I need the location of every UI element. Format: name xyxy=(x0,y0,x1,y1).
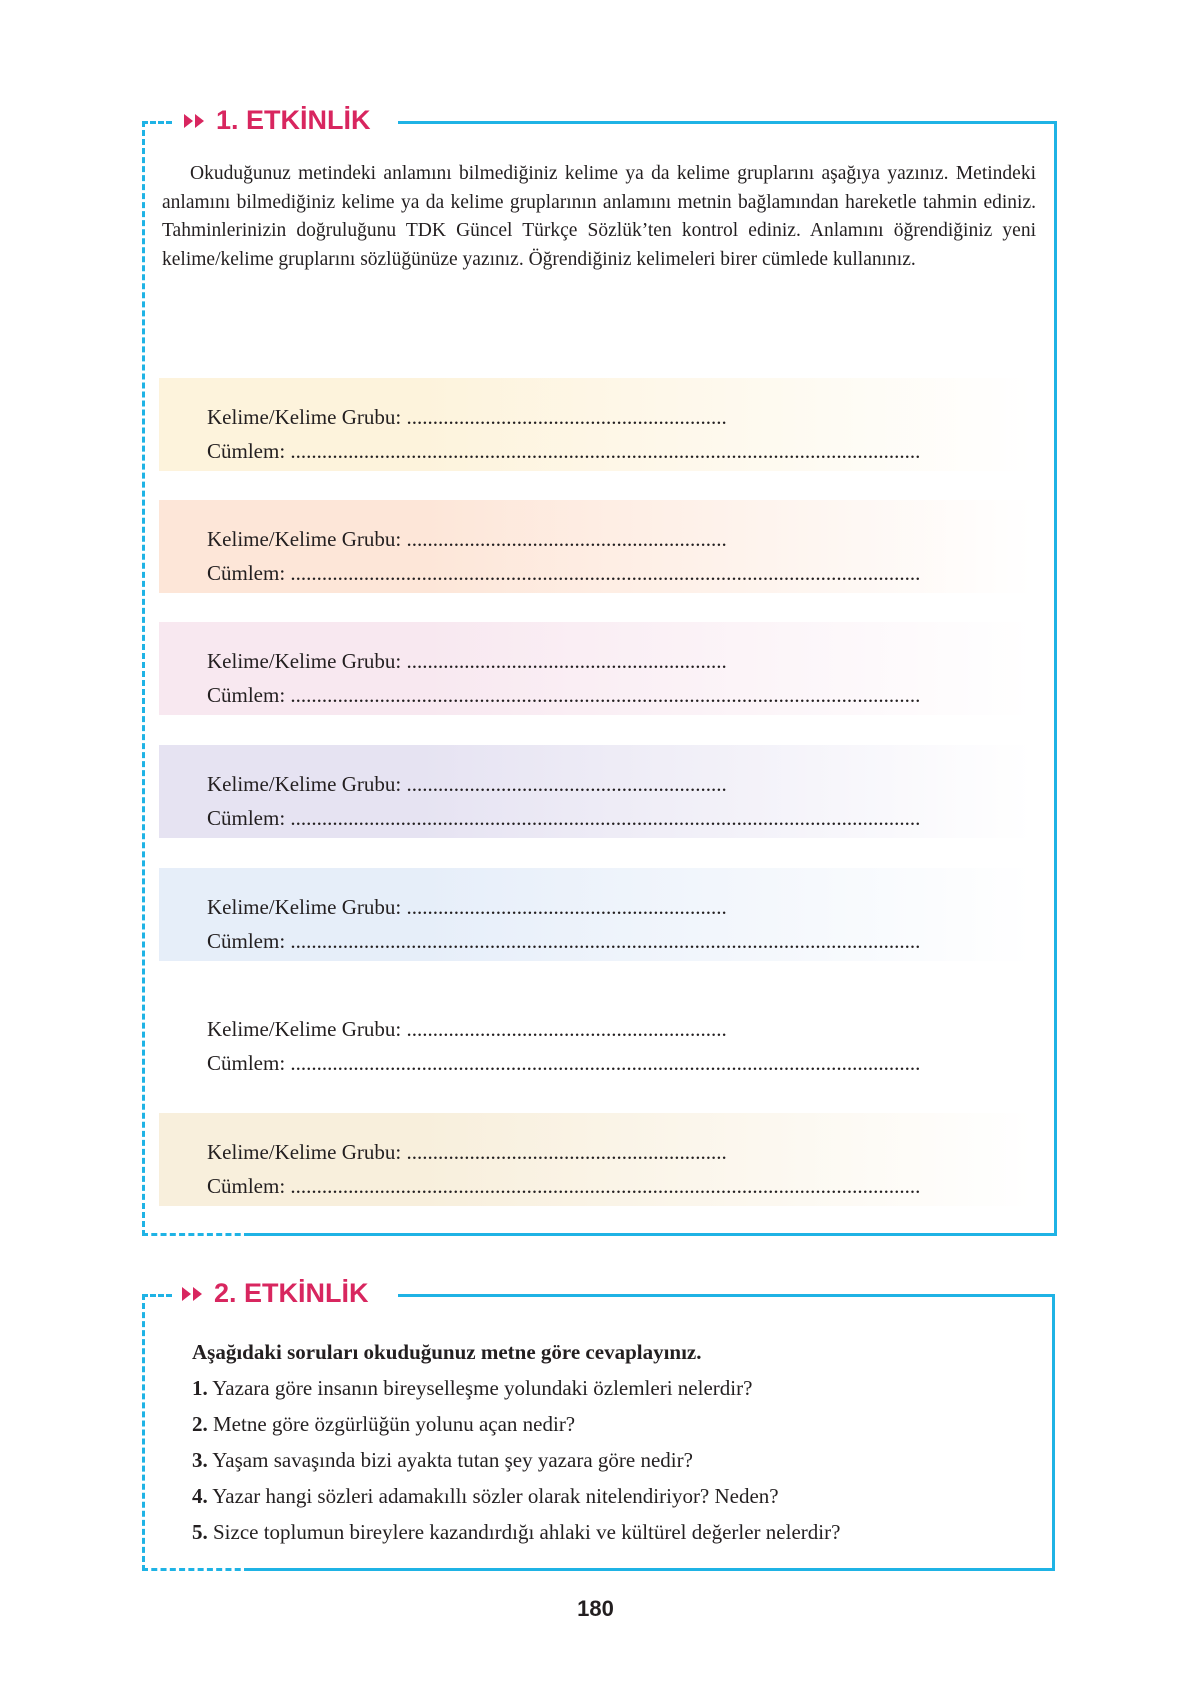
sentence-line[interactable]: Cümlem: ........................................................................................................................ xyxy=(207,1174,921,1198)
question-item xyxy=(192,1442,840,1478)
sentence-line[interactable]: Cümlem: ........................................................................................................................ xyxy=(207,806,921,830)
question-item xyxy=(192,1478,840,1514)
activity-2-lead: Aşağıdaki soruları okuduğunuz metne göre cevaplayınız. xyxy=(192,1340,702,1364)
page-number: 180 xyxy=(577,1596,614,1621)
sentence-line[interactable]: Cümlem: ........................................................................................................................ xyxy=(207,439,921,463)
word-line[interactable]: Kelime/Kelime Grubu: ............................................................. xyxy=(207,895,727,919)
activity-2-questions xyxy=(192,1334,840,1550)
question-number: 4. xyxy=(192,1484,208,1508)
question-text: Metne göre özgürlüğün yolunu açan nedir? xyxy=(213,1412,576,1436)
word-line[interactable]: Kelime/Kelime Grubu: ............................................................. xyxy=(207,772,727,796)
vocabulary-entry xyxy=(159,378,1033,471)
activity-2-heading xyxy=(176,1278,377,1309)
vocabulary-entry xyxy=(159,622,1033,715)
double-arrow-icon xyxy=(180,1284,206,1304)
question-text: Yaşam savaşında bizi ayakta tutan şey yazara göre nedir? xyxy=(212,1448,693,1472)
activity-1-instructions: Okuduğunuz metindeki anlamını bilmediğiniz kelime ya da kelime gruplarını aşağıya yazınız. Metindeki anlamını bilmediğiniz kelime ya da kelime gruplarının anlamını metnin bağlamından hareketle tahmin ediniz. Tahminlerinizin doğruluğunu TDK Güncel Türkçe Sözlük’ten kontrol ediniz. Anlamını öğrendiğiniz yeni kelime/kelime gruplarını sözlüğünüze yazınız. Öğrendiğiniz kelimeleri birer cümlede kullanınız. xyxy=(162,163,1036,270)
vocabulary-entry xyxy=(159,868,1033,961)
question-number: 1. xyxy=(192,1376,208,1400)
word-line[interactable]: Kelime/Kelime Grubu: ............................................................. xyxy=(207,1140,727,1164)
question-item xyxy=(192,1370,840,1406)
question-item xyxy=(192,1514,840,1550)
activity-1-heading xyxy=(178,105,379,136)
question-number: 2. xyxy=(192,1412,208,1436)
sentence-line[interactable]: Cümlem: ........................................................................................................................ xyxy=(207,929,921,953)
vocabulary-entry xyxy=(159,745,1033,838)
activity-1-title: 1. ETKİNLİK xyxy=(216,105,371,135)
question-number: 3. xyxy=(192,1448,208,1472)
question-text: Yazara göre insanın bireyselleşme yolundaki özlemleri nelerdir? xyxy=(212,1376,753,1400)
vocabulary-entry xyxy=(159,1113,1033,1206)
sentence-line[interactable]: Cümlem: ........................................................................................................................ xyxy=(207,683,921,707)
double-arrow-icon xyxy=(182,111,208,131)
word-line[interactable]: Kelime/Kelime Grubu: ............................................................. xyxy=(207,1017,727,1041)
question-text: Sizce toplumun bireylere kazandırdığı ahlaki ve kültürel değerler nelerdir? xyxy=(213,1520,841,1544)
activity-2-title: 2. ETKİNLİK xyxy=(214,1278,369,1308)
sentence-line[interactable]: Cümlem: ........................................................................................................................ xyxy=(207,1051,921,1075)
word-line[interactable]: Kelime/Kelime Grubu: ............................................................. xyxy=(207,405,727,429)
vocabulary-entry xyxy=(159,990,1033,1083)
word-line[interactable]: Kelime/Kelime Grubu: ............................................................. xyxy=(207,527,727,551)
question-number: 5. xyxy=(192,1520,208,1544)
question-item xyxy=(192,1406,840,1442)
word-line[interactable]: Kelime/Kelime Grubu: ............................................................. xyxy=(207,649,727,673)
vocabulary-entry xyxy=(159,500,1033,593)
question-text: Yazar hangi sözleri adamakıllı sözler olarak nitelendiriyor? Neden? xyxy=(212,1484,779,1508)
sentence-line[interactable]: Cümlem: ........................................................................................................................ xyxy=(207,561,921,585)
